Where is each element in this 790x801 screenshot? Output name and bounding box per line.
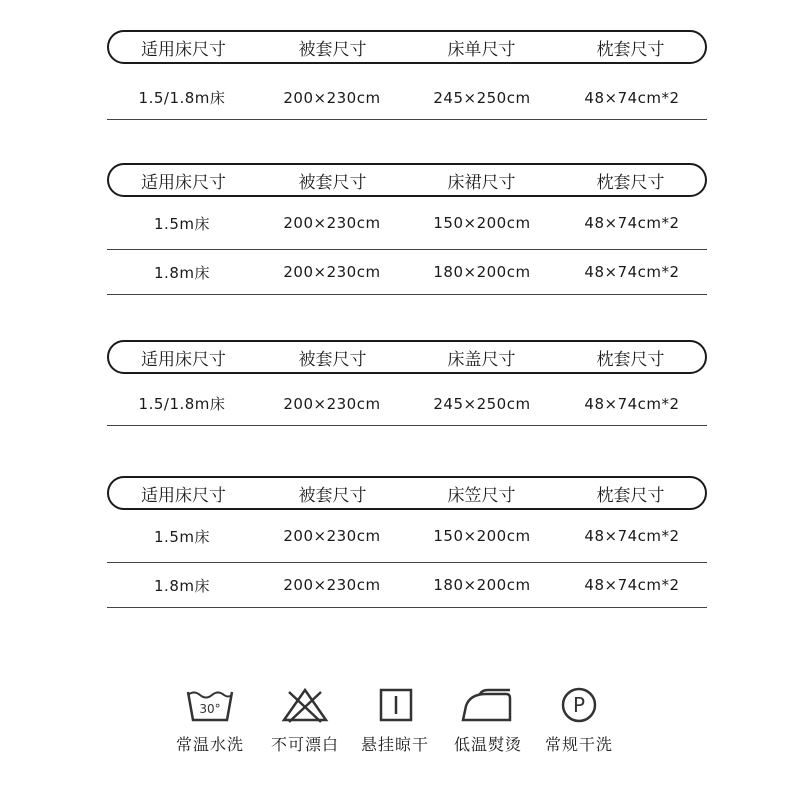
table-cell: 150×200cm — [433, 214, 531, 232]
table-cell: 1.8m床 — [154, 263, 210, 282]
header-cell: 枕套尺寸 — [596, 485, 665, 506]
header-cell: 床盖尺寸 — [447, 349, 516, 370]
svg-text:30°: 30° — [199, 702, 221, 716]
table-row — [107, 76, 707, 120]
table-cell: 1.5/1.8m床 — [138, 89, 226, 107]
size-table-1 — [107, 30, 707, 120]
table-cell: 200×230cm — [283, 88, 381, 107]
size-table-4 — [107, 476, 707, 608]
header-cell: 被套尺寸 — [298, 172, 367, 193]
header-cell: 适用床尺寸 — [141, 172, 226, 193]
care-item-wash — [165, 686, 255, 755]
care-label: 常温水洗 — [175, 735, 244, 754]
header-cell: 枕套尺寸 — [596, 39, 665, 60]
header-cell: 被套尺寸 — [298, 39, 367, 60]
table-row — [107, 510, 707, 563]
care-item-hang-dry — [350, 686, 440, 755]
header-cell: 床笠尺寸 — [447, 485, 516, 506]
header-cell: 被套尺寸 — [298, 349, 367, 370]
table-cell: 200×230cm — [283, 394, 381, 413]
table-cell: 48×74cm*2 — [584, 88, 680, 107]
care-item-no-bleach — [260, 686, 350, 755]
size-table-3 — [107, 340, 707, 426]
table-cell: 48×74cm*2 — [584, 394, 680, 413]
table-row — [107, 250, 707, 295]
size-table-2 — [107, 163, 707, 295]
header-cell: 枕套尺寸 — [596, 172, 665, 193]
table-cell: 200×230cm — [283, 527, 381, 545]
care-item-low-iron — [443, 686, 533, 755]
table-cell: 180×200cm — [433, 576, 531, 594]
table-cell: 1.5/1.8m床 — [138, 395, 226, 413]
header-cell: 适用床尺寸 — [141, 349, 226, 370]
table-cell: 200×230cm — [283, 214, 381, 232]
care-item-dry-clean — [534, 686, 624, 755]
table-row — [107, 197, 707, 250]
wash-30-icon — [184, 686, 236, 724]
table-cell: 245×250cm — [433, 88, 531, 107]
table-cell: 48×74cm*2 — [584, 263, 680, 281]
low-iron-icon — [458, 686, 518, 724]
table-cell: 48×74cm*2 — [584, 527, 680, 545]
header-cell: 床单尺寸 — [447, 39, 516, 60]
table-header — [107, 476, 707, 510]
table-cell: 245×250cm — [433, 394, 531, 413]
table-header — [107, 163, 707, 197]
table-cell: 1.5m床 — [154, 527, 210, 546]
header-cell: 适用床尺寸 — [141, 39, 226, 60]
dry-clean-p-icon — [553, 686, 605, 724]
table-row — [107, 382, 707, 426]
table-header — [107, 340, 707, 374]
care-label: 常规干洗 — [544, 735, 613, 754]
table-cell: 1.8m床 — [154, 576, 210, 595]
header-cell: 适用床尺寸 — [141, 485, 226, 506]
no-bleach-icon — [279, 686, 331, 724]
table-cell: 48×74cm*2 — [584, 214, 680, 232]
care-label: 悬挂晾干 — [360, 735, 429, 754]
table-cell: 200×230cm — [283, 263, 381, 281]
hang-dry-icon — [369, 686, 421, 724]
care-label: 低温熨烫 — [453, 735, 522, 754]
header-cell: 床裙尺寸 — [447, 172, 516, 193]
header-cell: 枕套尺寸 — [596, 349, 665, 370]
header-cell: 被套尺寸 — [298, 485, 367, 506]
table-cell: 1.5m床 — [154, 214, 210, 233]
table-cell: 200×230cm — [283, 576, 381, 594]
table-cell: 48×74cm*2 — [584, 576, 680, 594]
table-header — [107, 30, 707, 64]
svg-text:P: P — [572, 693, 586, 717]
table-cell: 150×200cm — [433, 527, 531, 545]
table-row — [107, 563, 707, 608]
care-label: 不可漂白 — [270, 735, 339, 754]
table-cell: 180×200cm — [433, 263, 531, 281]
